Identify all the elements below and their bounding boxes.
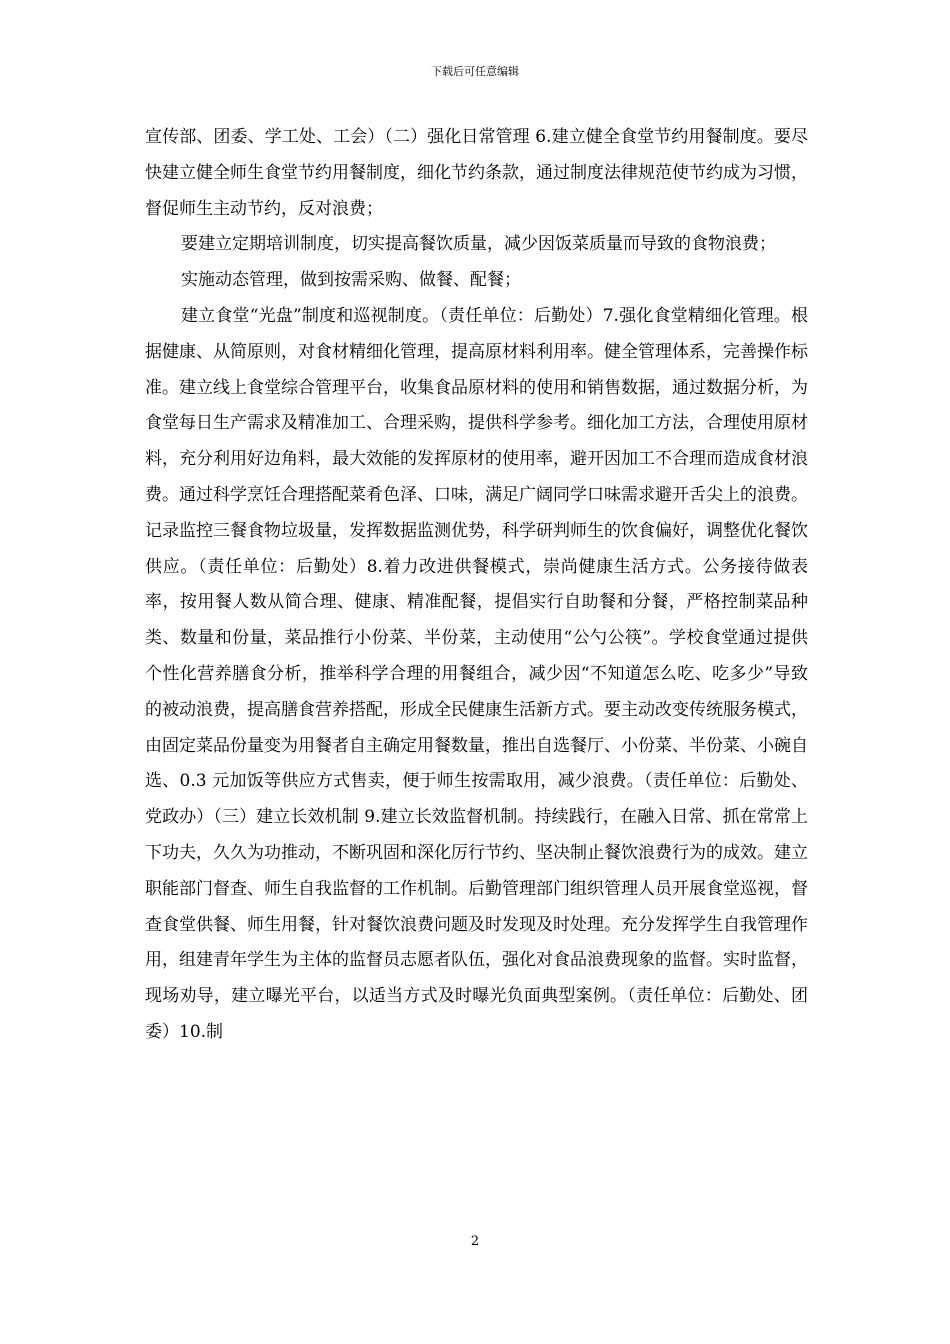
page-number: 2 xyxy=(470,1234,480,1249)
page-header: 下载后可任意编辑 xyxy=(431,65,519,78)
document-body xyxy=(145,120,808,1051)
body-paragraph: 宣传部、团委、学工处、工会）（二）强化日常管理 6.建立健全食堂节约用餐制度。要尽快建立健全师生食堂节约用餐制度，细化节约条款，通过制度法律规范使节约成为习惯，督促师生主动节约，反对浪费； xyxy=(145,127,808,219)
body-paragraph: 建立食堂“光盘”制度和巡视制度。（责任单位：后勤处）7.强化食堂精细化管理。根据健康、从简原则，对食材精细化管理，提高原材料利用率。健全管理体系，完善操作标准。建立线上食堂综合管理平台，收集食品原材料的使用和销售数据，通过数据分析，为食堂每日生产需求及精准加工、合理采购，提供科学参考。细化加工方法，合理使用原材料，充分利用好边角料，最大效能的发挥原材的使用率，避开因加工不合理而造成食材浪费。通过科学烹饪合理搭配菜肴色泽、口味，满足广阔同学口味需求避开舌尖上的浪费。记录监控三餐食物垃圾量，发挥数据监测优势，科学研判师生的饮食偏好，调整优化餐饮供应。（责任单位：后勤处）8.着力改进供餐模式，崇尚健康生活方式。公务接待做表率，按用餐人数从简合理、健康、精准配餐，提倡实行自助餐和分餐，严格控制菜品种类、数量和份量，菜品推行小份菜、半份菜，主动使用“公勺公筷”。学校食堂通过提供个性化营养膳食分析，推举科学合理的用餐组合，减少因“不知道怎么吃、吃多少”导致的被动浪费，提高膳食营养搭配，形成全民健康生活新方式。要主动改变传统服务模式，由固定菜品份量变为用餐者自主确定用餐数量，推出自选餐厅、小份菜、半份菜、小碗自选、0.3 元加饭等供应方式售卖，便于师生按需取用，减少浪费。（责任单位：后勤处、党政办）（三）建立长效机制 9.建立长效监督机制。持续践行，在融入日常、抓在常常上下功夫，久久为功推动，不断巩固和深化厉行节约、坚决制止餐饮浪费行为的成效。建立职能部门督查、师生自我监督的工作机制。后勤管理部门组织管理人员开展食堂巡视，督查食堂供餐、师生用餐，针对餐饮浪费问题及时发现及时处理。充分发挥学生自我管理作用，组建青年学生为主体的监督员志愿者队伍，强化对食品浪费现象的监督。实时监督，现场劝导，建立曝光平台，以适当方式及时曝光负面典型案例。（责任单位：后勤处、团委）10.制 xyxy=(145,305,808,1042)
body-paragraph: 要建立定期培训制度，切实提高餐饮质量，减少因饭菜质量而导致的食物浪费； xyxy=(181,234,776,255)
body-paragraph: 实施动态管理，做到按需采购、做餐、配餐； xyxy=(181,270,521,291)
